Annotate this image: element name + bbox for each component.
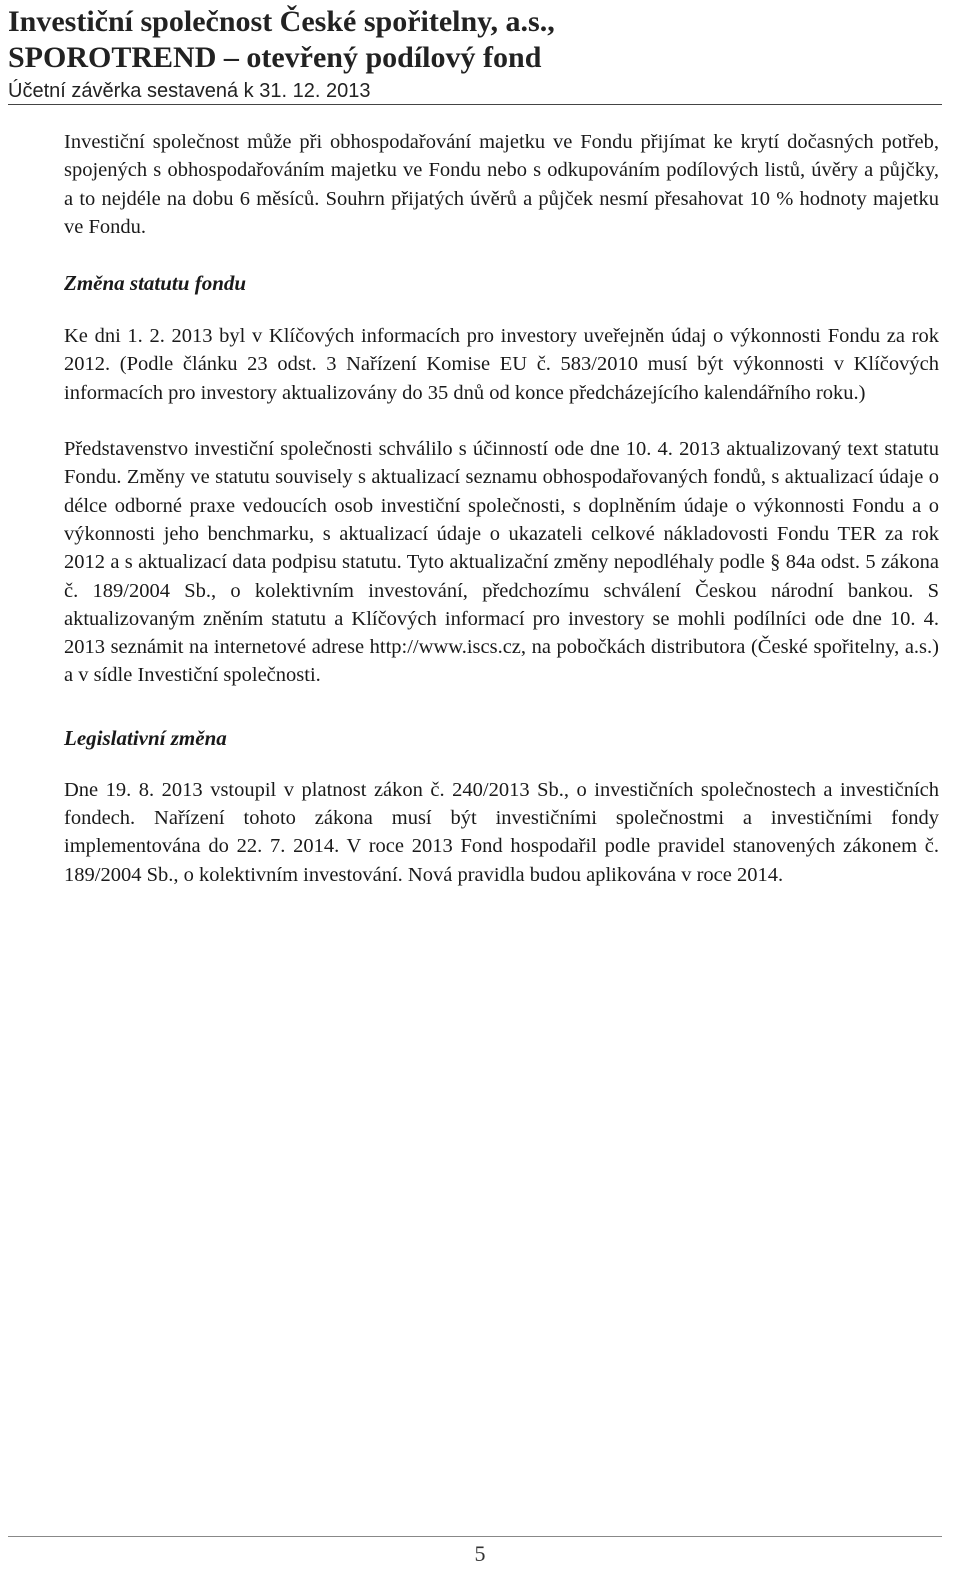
header-divider [8, 104, 942, 105]
paragraph-loans: Investiční společnost může při obhospodařování majetku ve Fondu přijímat ke krytí dočasných potřeb, spojených s obhospodařováním majetku ve Fondu nebo s odkupováním podílových listů, úvěry a půjčky, a to nejdéle na dobu 6 měsíců. Souhrn přijatých úvěrů a půjček nesmí přesahovat 10 % hodnoty majetku ve Fondu. [64, 131, 939, 238]
section-heading-statute-change: Změna statutu fondu [64, 271, 247, 296]
header-subtitle: Účetní závěrka sestavená k 31. 12. 2013 [8, 80, 371, 102]
page-number: 5 [474, 1541, 486, 1566]
document-body [64, 128, 939, 889]
paragraph-new-law: Dne 19. 8. 2013 vstoupil v platnost zákon č. 240/2013 Sb., o investičních společnostech a investičních fondech. Nařízení tohoto zákona musí být investičními společnostmi a investičními fondy implementována do 22. 7. 2014. V roce 2013 Fond hospodařil podle pravidel stanovených zákonem č. 189/2004 Sb., o kolektivním investování. Nová pravidla budou aplikována v roce 2014. [64, 778, 939, 886]
paragraph-board-approval: Představenstvo investiční společnosti schválilo s účinností ode dne 10. 4. 2013 aktualizovaný text statutu Fondu. Změny ve statutu souvisely s aktualizací seznamu obhospodařovaných fondů, s aktualizací údaje o délce odborné praxe vedoucích osob investiční společnosti, s doplněním údaje o výkonnosti Fondu a o výkonnosti jeho benchmarku, s aktualizací údaje o ukazateli celkové nákladovosti Fondu TER za rok 2012 a s aktualizací data podpisu statutu. Tyto aktualizační změny nepodléhaly podle § 84a odst. 5 zákona č. 189/2004 Sb., o kolektivním investování, předchozímu schválení Českou národní bankou. S aktualizovaným zněním statutu a Klíčových informací pro investory se mohli podílníci ode dne 10. 4. 2013 seznámit na internetové adrese http://www.iscs.cz, na pobočkách distributora (České spořitelny, a.s.) a v sídle Investiční společnosti. [64, 438, 939, 687]
paragraph-performance-info: Ke dni 1. 2. 2013 byl v Klíčových informacích pro investory uveřejněn údaj o výkonnosti Fondu za rok 2012. (Podle článku 23 odst. 3 Nařízení Komise EU č. 583/2010 musí být výkonnosti v Klíčových informacích pro investory aktualizovány do 35 dnů od konce předcházejícího kalendářního roku.) [64, 325, 939, 404]
header-title-line-1: Investiční společnost České spořitelny, a.s., [8, 5, 555, 38]
footer-divider [8, 1536, 942, 1537]
page-header [8, 4, 948, 104]
header-title-line-2: SPOROTREND – otevřený podílový fond [8, 41, 542, 74]
section-heading-legislative-change: Legislativní změna [64, 725, 227, 750]
